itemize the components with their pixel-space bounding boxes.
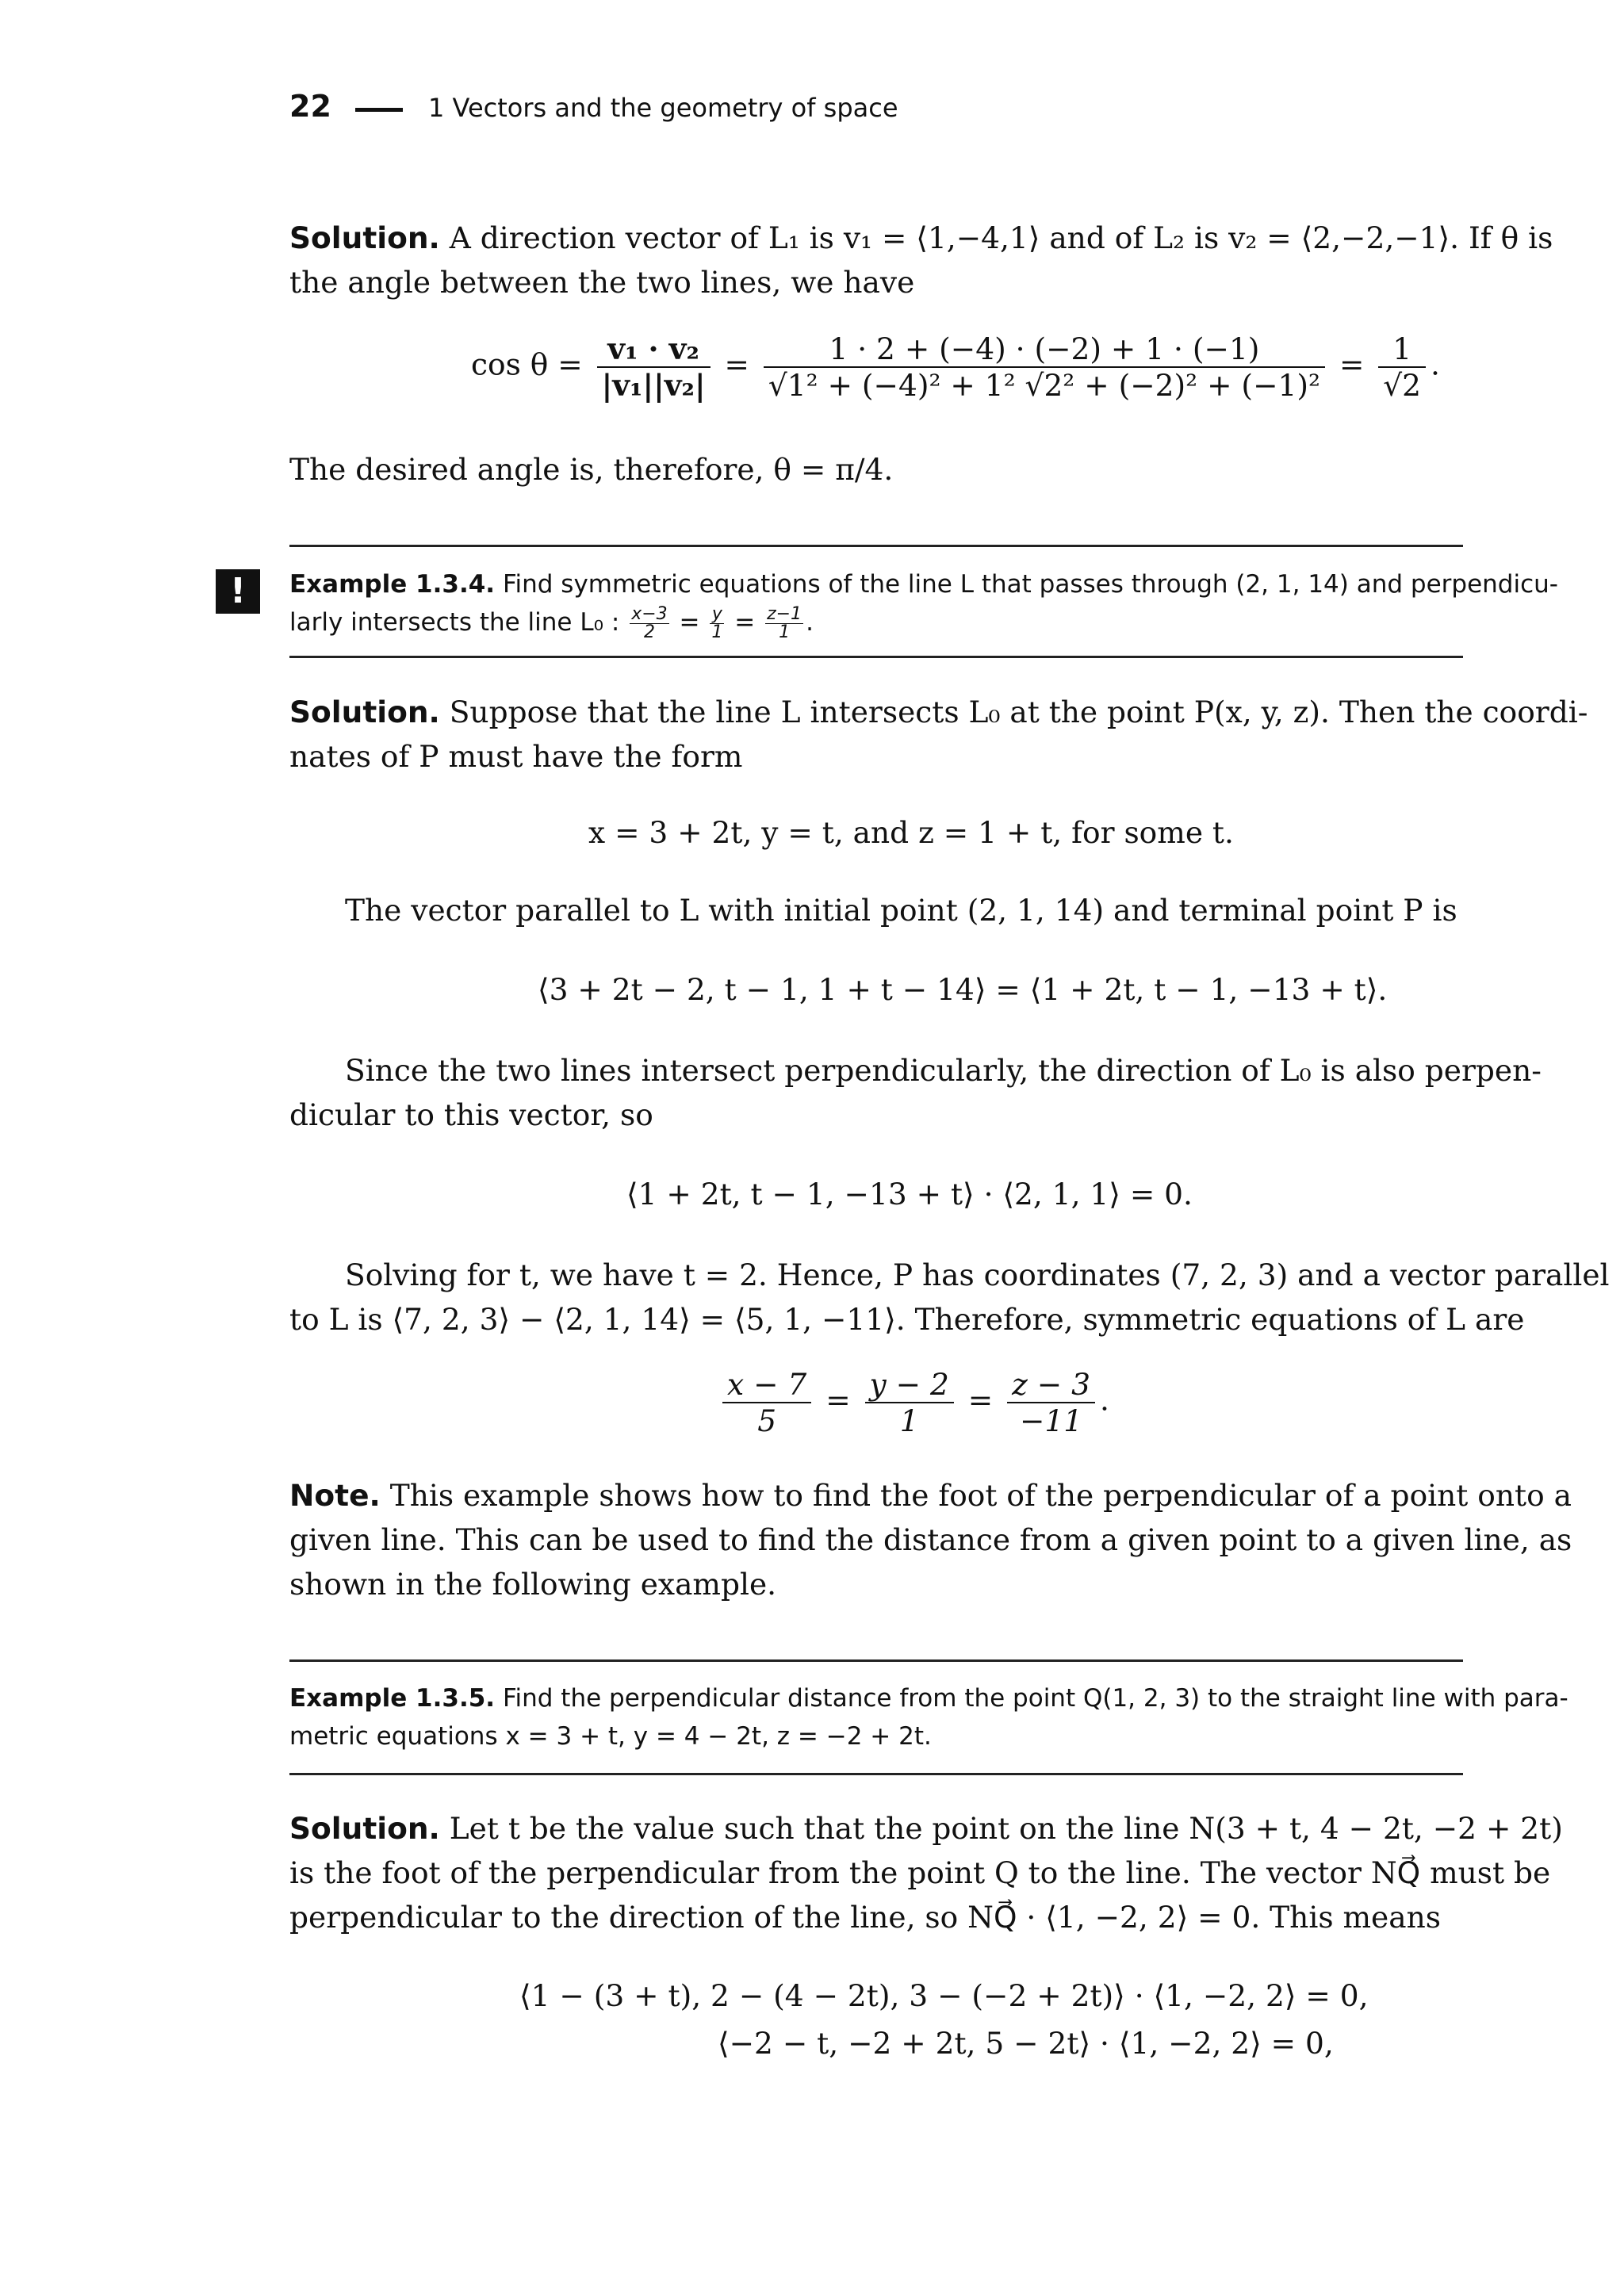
- solution-1-line-2: the angle between the two lines, we have: [289, 265, 915, 300]
- example-eq-sign-1: =: [679, 608, 700, 637]
- example-fraction-x-num: x−3: [631, 604, 668, 624]
- header-rule: [355, 108, 403, 112]
- example-1-3-4-label: Example 1.3.4.: [289, 570, 496, 599]
- example-1-3-5-line-1: Find the perpendicular distance from the point Q(1, 2, 3) to the straight line with para-: [502, 1684, 1568, 1713]
- solution-1-paragraph: [289, 216, 1553, 304]
- parametric-equation: x = 3 + 2t, y = t, and z = 1 + t, for some t.: [588, 815, 1234, 850]
- note-line-3: shown in the following example.: [289, 1567, 777, 1602]
- page-number: 22: [289, 89, 331, 124]
- eq-fraction-2-den: √1² + (−4)² + 1² √2² + (−2)² + (−1)²: [768, 368, 1321, 403]
- solving-line-2: to L is ⟨7, 2, 3⟩ − ⟨2, 1, 14⟩ = ⟨5, 1, −11⟩. Therefore, symmetric equations of L are: [289, 1302, 1525, 1337]
- chapter-title: 1 Vectors and the geometry of space: [428, 93, 898, 123]
- eq-fraction-1: [597, 331, 710, 403]
- example-1-3-4-box: [289, 565, 1558, 642]
- eq-fraction-3-num: 1: [1378, 331, 1426, 368]
- eq-fraction-1-num: v₁ · v₂: [597, 331, 710, 368]
- solution-3-line-1: Let t be the value such that the point on the line N(3 + t, 4 − 2t, −2 + 2t): [449, 1811, 1563, 1846]
- sym-eq-sign-1: =: [825, 1382, 851, 1418]
- solution-label: Solution.: [289, 695, 440, 729]
- cos-theta-equation: [471, 331, 1440, 403]
- note-paragraph: [289, 1473, 1572, 1606]
- example-1-3-4-top-rule: [289, 545, 1463, 547]
- example-fraction-z-den: 1: [779, 622, 791, 642]
- example-1-3-5-bottom-rule: [289, 1773, 1463, 1775]
- paragraph-vector-parallel: The vector parallel to L with initial point (2, 1, 14) and terminal point P is: [345, 893, 1457, 928]
- sym-fraction-y: [865, 1367, 954, 1438]
- solution-2-line-1: Suppose that the line L intersects L₀ at the point P(x, y, z). Then the coordi-: [449, 695, 1588, 729]
- vector-equation: ⟨3 + 2t − 2, t − 1, 1 + t − 14⟩ = ⟨1 + 2t, t − 1, −13 + t⟩.: [538, 972, 1388, 1007]
- example-1-3-4-line-2: larly intersects the line L₀ :: [289, 608, 620, 637]
- eq-sign-1: =: [724, 346, 749, 382]
- solution-2-line-2: nates of P must have the form: [289, 739, 743, 774]
- sym-eq-sign-2: =: [967, 1382, 994, 1418]
- sym-fraction-y-num: y − 2: [865, 1367, 954, 1403]
- solving-line-1: Solving for t, we have t = 2. Hence, P has coordinates (7, 2, 3) and a vector parallel: [345, 1258, 1610, 1292]
- solution-1-conclusion: The desired angle is, therefore, θ = π/4.: [289, 452, 894, 487]
- example-fraction-x-den: 2: [643, 622, 655, 642]
- eq-sign-2: =: [1339, 346, 1365, 382]
- solution-label: Solution.: [289, 220, 440, 255]
- eq-lhs: cos θ =: [471, 346, 583, 382]
- sym-fraction-x-num: x − 7: [722, 1367, 811, 1403]
- note-line-2: given line. This can be used to find the distance from a given point to a given line, as: [289, 1522, 1572, 1557]
- note-label: Note.: [289, 1478, 381, 1513]
- foot-equation-1: ⟨1 − (3 + t), 2 − (4 − 2t), 3 − (−2 + 2t)⟩ · ⟨1, −2, 2⟩ = 0,: [519, 1978, 1369, 2013]
- eq-fraction-2: [764, 331, 1325, 403]
- eq-fraction-3: [1378, 331, 1426, 403]
- example-fraction-x: [630, 606, 668, 641]
- perpendicular-line-1: Since the two lines intersect perpendicularly, the direction of L₀ is also perpen-: [345, 1053, 1542, 1088]
- eq-fraction-3-den: √2: [1383, 368, 1422, 403]
- example-eq-sign-2: =: [734, 608, 756, 637]
- sym-fraction-x-den: 5: [757, 1403, 777, 1438]
- example-fraction-z: [765, 606, 803, 641]
- example-end: .: [806, 608, 814, 637]
- perpendicular-line-2: dicular to this vector, so: [289, 1097, 653, 1132]
- example-1-3-5-top-rule: [289, 1659, 1463, 1662]
- solution-3-paragraph: [289, 1806, 1563, 1939]
- foot-equation-2: ⟨−2 − t, −2 + 2t, 5 − 2t⟩ · ⟨1, −2, 2⟩ = 0,: [718, 2026, 1334, 2061]
- example-1-3-4-bottom-rule: [289, 656, 1463, 658]
- example-1-3-5-label: Example 1.3.5.: [289, 1684, 496, 1713]
- example-1-3-5-box: [289, 1679, 1568, 1755]
- solution-1-line-1: A direction vector of L₁ is v₁ = ⟨1,−4,1⟩ and of L₂ is v₂ = ⟨2,−2,−1⟩. If θ is: [449, 220, 1553, 255]
- symmetric-equations: [718, 1367, 1109, 1438]
- eq-end: .: [1431, 346, 1440, 382]
- example-fraction-y-num: y: [710, 606, 724, 624]
- solution-label: Solution.: [289, 1811, 440, 1846]
- important-marker-icon: !: [216, 569, 260, 614]
- perpendicular-paragraph: [289, 1048, 1542, 1137]
- example-fraction-z-num: z−1: [767, 604, 802, 624]
- sym-fraction-x: [722, 1367, 811, 1438]
- note-line-1: This example shows how to find the foot of the perpendicular of a point onto a: [389, 1478, 1572, 1513]
- solution-2-paragraph: [289, 690, 1588, 779]
- eq-fraction-2-num: 1 · 2 + (−4) · (−2) + 1 · (−1): [764, 331, 1325, 368]
- sym-end: .: [1100, 1382, 1109, 1418]
- example-1-3-4-text: Find symmetric equations of the line L that passes through (2, 1, 14) and perpendicu-: [502, 570, 1558, 599]
- sym-fraction-z-den: −11: [1020, 1403, 1083, 1438]
- example-fraction-y-den: 1: [711, 622, 723, 642]
- sym-fraction-z-num: z − 3: [1007, 1367, 1095, 1403]
- example-fraction-y: [710, 606, 724, 641]
- sym-fraction-z: [1007, 1367, 1095, 1438]
- solution-3-line-2: is the foot of the perpendicular from the point Q to the line. The vector NQ⃗ must be: [289, 1855, 1551, 1890]
- eq-fraction-1-den: |v₁||v₂|: [601, 368, 706, 403]
- solving-paragraph: [289, 1253, 1610, 1342]
- dot-product-equation: ⟨1 + 2t, t − 1, −13 + t⟩ · ⟨2, 1, 1⟩ = 0.: [626, 1177, 1193, 1212]
- sym-fraction-y-den: 1: [899, 1403, 919, 1438]
- solution-3-line-3: perpendicular to the direction of the line, so NQ⃗ · ⟨1, −2, 2⟩ = 0. This means: [289, 1900, 1441, 1935]
- example-1-3-5-line-2: metric equations x = 3 + t, y = 4 − 2t, z = −2 + 2t.: [289, 1722, 932, 1751]
